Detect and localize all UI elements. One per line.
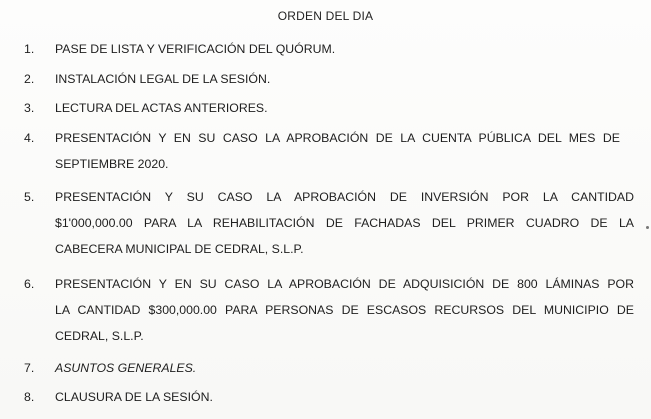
agenda-item-text [55,66,634,92]
agenda-item-number: 7. [24,361,35,375]
agenda-item-number: 8. [24,390,35,404]
agenda-item-text [55,36,634,62]
agenda-item-text [55,184,634,262]
agenda-item-text [55,384,634,410]
agenda-item-line: ASUNTOS GENERALES. [55,361,197,375]
agenda-item-line: $1'000,000.00 PARA LA REHABILITACIÓN DE FACHADAS DEL PRIMER CUADRO DE LA [55,216,634,230]
agenda-item-line: CEDRAL, S.L.P. [55,329,144,343]
agenda-item-number: 6. [24,277,35,291]
agenda-item-number: 4. [24,131,35,145]
agenda-item-line: PRESENTACIÓN Y EN SU CASO LA APROBACIÓN DE ADQUISICIÓN DE 800 LÁMINAS POR [55,277,634,291]
agenda-item-text [55,271,634,349]
agenda-item-text [55,125,620,177]
agenda-item-line: INSTALACIÓN LEGAL DE LA SESIÓN. [55,72,271,86]
agenda-item-line: SEPTIEMBRE 2020. [55,157,169,171]
agenda-item-text [55,95,634,121]
agenda-item-line: PASE DE LISTA Y VERIFICACIÓN DEL QUÓRUM. [55,42,336,56]
scan-speck [646,226,649,229]
agenda-item-line: LECTURA DEL ACTAS ANTERIORES. [55,101,268,115]
agenda-item-number: 5. [24,190,35,204]
agenda-item-number: 1. [24,42,35,56]
agenda-item-text [55,355,634,381]
agenda-item-line: CABECERA MUNICIPAL DE CEDRAL, S.L.P. [55,242,304,256]
agenda-item-line: CLAUSURA DE LA SESIÓN. [55,390,213,404]
agenda-item-number: 2. [24,72,35,86]
document-title: ORDEN DEL DIA [277,9,374,23]
agenda-item-line: LA CANTIDAD $300,000.00 PARA PERSONAS DE ESCASOS RECURSOS DEL MUNICIPIO DE [55,303,634,317]
agenda-item-number: 3. [24,101,35,115]
agenda-item-line: PRESENTACIÓN Y SU CASO LA APROBACIÓN DE INVERSIÓN POR LA CANTIDAD [55,190,634,204]
agenda-item-line: PRESENTACIÓN Y EN SU CASO LA APROBACIÓN DE LA CUENTA PÚBLICA DEL MES DE [55,131,620,145]
